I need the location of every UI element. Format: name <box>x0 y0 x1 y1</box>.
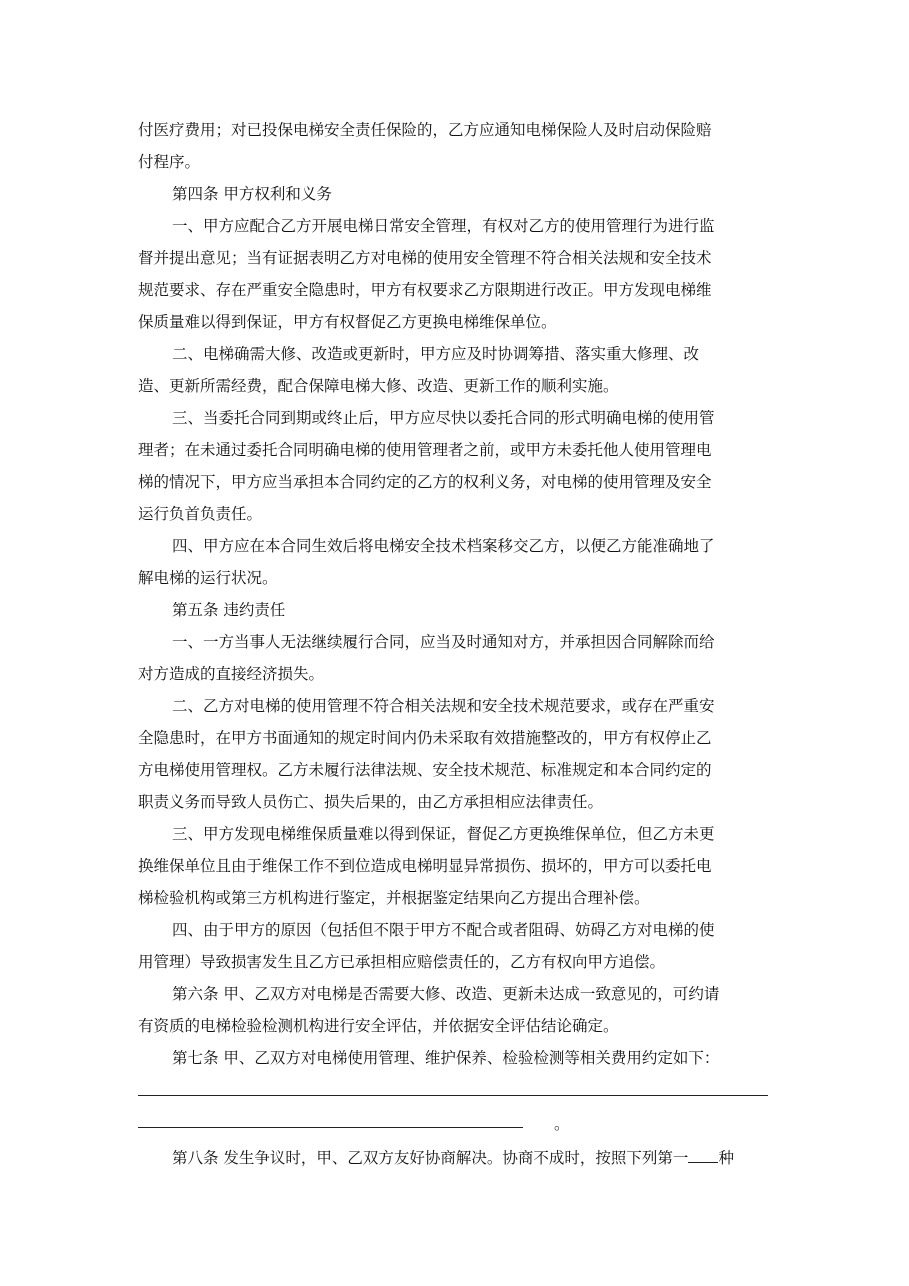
text-line: 四、甲方应在本合同生效后将电梯安全技术档案移交乙方，以便乙方能准确地了 <box>172 537 715 555</box>
text-line: 三、当委托合同到期或终止后，甲方应尽快以委托合同的形式明确电梯的使用管 <box>172 409 715 427</box>
text-line: 第七条 甲、乙双方对电梯使用管理、维护保养、检验检测等相关费用约定如下： <box>172 1049 720 1067</box>
text-line: 付医疗费用；对已投保电梯安全责任保险的，乙方应通知电梯保险人及时启动保险赔 <box>138 121 712 139</box>
text-line: 职责义务而导致人员伤亡、损失后果的，由乙方承担相应法律责任。 <box>138 793 604 811</box>
text-line: 一、一方当事人无法继续履行合同，应当及时通知对方，并承担因合同解除而给 <box>172 633 715 651</box>
text-line: 规范要求、存在严重安全隐患时，甲方有权要求乙方限期进行改正。甲方发现电梯维 <box>138 281 712 299</box>
fill-in-blank-line <box>138 1127 523 1128</box>
text-line: 用管理）导致损害发生且乙方已承担相应赔偿责任的，乙方有权向甲方追偿。 <box>138 953 666 971</box>
text-line: 运行负首负责任。 <box>138 505 263 523</box>
article8-text-end: 种 <box>718 1149 734 1167</box>
text-line: 解电梯的运行状况。 <box>138 569 278 587</box>
text-line: 一、甲方应配合乙方开展电梯日常安全管理，有权对乙方的使用管理行为进行监 <box>172 217 715 235</box>
fill-in-blank <box>688 1148 718 1163</box>
text-line: 梯检验机构或第三方机构进行鉴定，并根据鉴定结果向乙方提出合理补偿。 <box>138 889 650 907</box>
text-line: 有资质的电梯检验检测机构进行安全评估，并依据安全评估结论确定。 <box>138 1017 619 1035</box>
text-line: 理者；在未通过委托合同明确电梯的使用管理者之前，或甲方未委托他人使用管理电 <box>138 441 712 459</box>
text-line: 督并提出意见；当有证据表明乙方对电梯的使用安全管理不符合相关法规和安全技术 <box>138 249 712 267</box>
text-line: 全隐患时，在甲方书面通知的规定时间内仍未采取有效措施整改的，甲方有权停止乙 <box>138 729 712 747</box>
text-line: 三、甲方发现电梯维保质量难以得到保证，督促乙方更换维保单位，但乙方未更 <box>172 825 715 843</box>
text-line: 保质量难以得到保证，甲方有权督促乙方更换电梯维保单位。 <box>138 313 557 331</box>
fill-in-blank-line <box>138 1095 768 1096</box>
text-line: 二、乙方对电梯的使用管理不符合相关法规和安全技术规范要求，或存在严重安 <box>172 697 715 715</box>
article8-text: 第八条 发生争议时，甲、乙双方友好协商解决。协商不成时，按照下列第一 <box>172 1149 689 1167</box>
text-line: 第六条 甲、乙双方对电梯是否需要大修、改造、更新未达成一致意见的，可约请 <box>172 985 720 1003</box>
fill-in-end-mark: 。 <box>554 1115 570 1133</box>
text-line <box>172 1148 778 1168</box>
text-line: 付程序。 <box>138 153 201 171</box>
text-line: 造、更新所需经费，配合保障电梯大修、改造、更新工作的顺利实施。 <box>138 377 619 395</box>
article-heading: 第五条 违约责任 <box>172 601 286 619</box>
text-line: 梯的情况下，甲方应当承担本合同约定的乙方的权利义务，对电梯的使用管理及安全 <box>138 473 712 491</box>
text-line: 二、电梯确需大修、改造或更新时，甲方应及时协调筹措、落实重大修理、改 <box>172 345 700 363</box>
article-heading: 第四条 甲方权利和义务 <box>172 185 332 203</box>
text-line: 四、由于甲方的原因（包括但不限于甲方不配合或者阻碍、妨碍乙方对电梯的使 <box>172 921 715 939</box>
text-line: 对方造成的直接经济损失。 <box>138 665 325 683</box>
text-line: 方电梯使用管理权。乙方未履行法律法规、安全技术规范、标准规定和本合同约定的 <box>138 761 712 779</box>
text-line: 换维保单位且由于维保工作不到位造成电梯明显异常损伤、损坏的，甲方可以委托电 <box>138 857 712 875</box>
